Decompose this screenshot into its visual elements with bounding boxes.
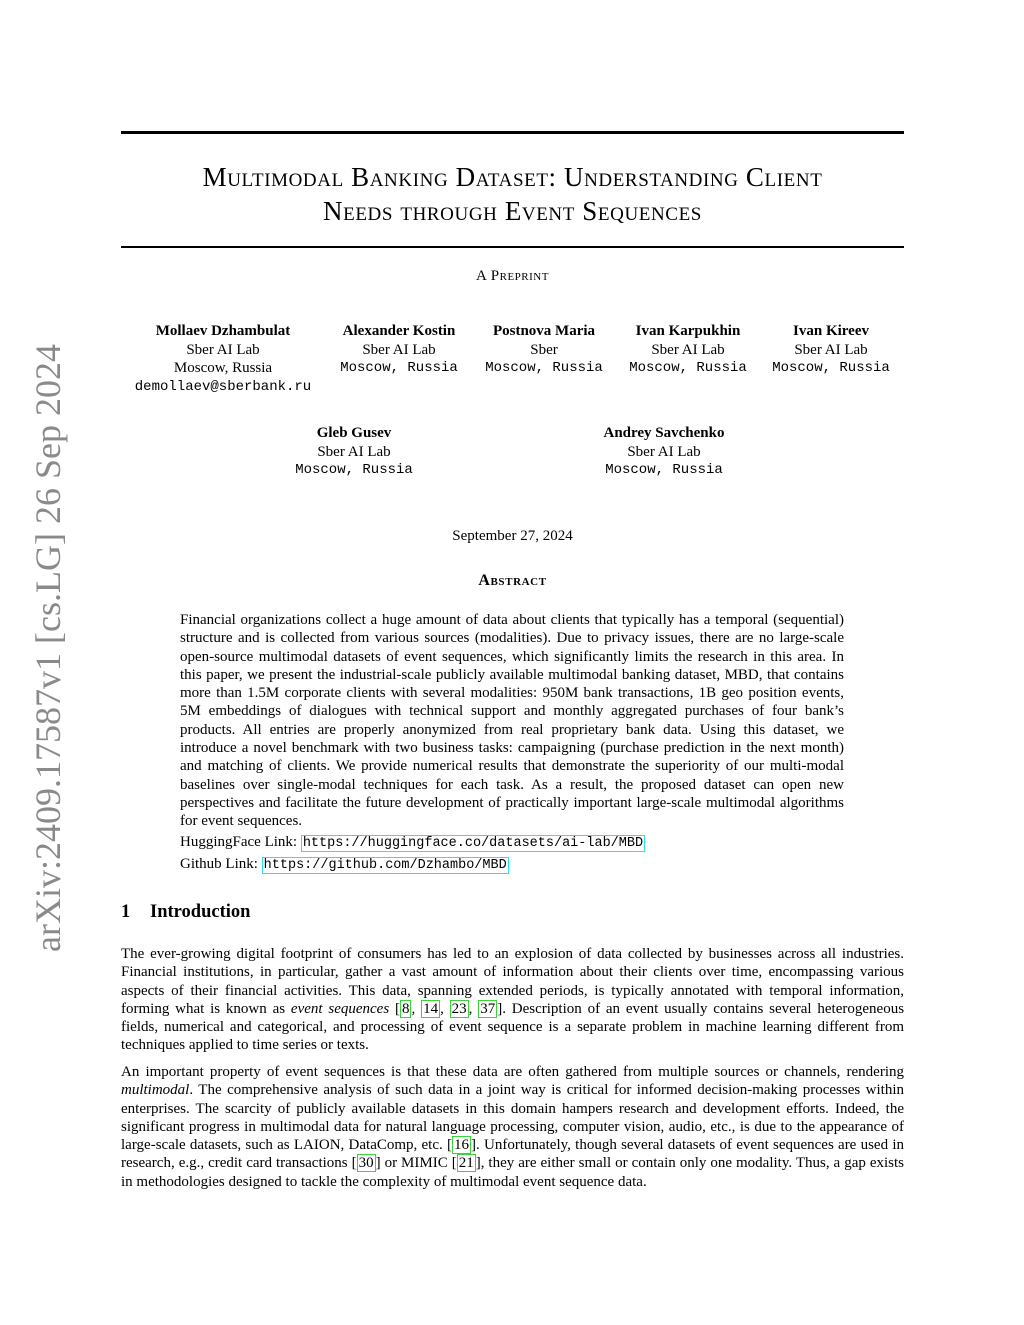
github-link-label: Github Link: (180, 856, 262, 872)
preprint-label: A Preprint (476, 268, 549, 284)
author-location: Moscow, Russia (173, 360, 273, 376)
author-affiliation: Sber AI Lab (362, 341, 436, 358)
abstract-heading: Abstract (478, 572, 547, 589)
author-location: Moscow, Russia (605, 462, 723, 478)
author-affiliation: Sber (530, 341, 558, 358)
paragraph-text: An important property of event sequences is that these data are often gathered from multiple sources or channels, rendering (121, 1064, 904, 1080)
citation-link[interactable]: 30 (358, 1155, 374, 1172)
top-rule (121, 131, 904, 134)
section-heading-introduction (121, 902, 250, 923)
citation-link[interactable]: 23 (451, 1000, 467, 1017)
citation-link[interactable]: 14 (423, 1000, 439, 1017)
intro-paragraph-2 (121, 1063, 904, 1191)
author-email[interactable]: demollaev@sberbank.ru (134, 378, 312, 395)
citation-link[interactable]: 8 (401, 1000, 410, 1017)
author-block (629, 322, 747, 378)
author-affiliation: Sber AI Lab (317, 443, 391, 460)
author-name: Gleb Gusev (316, 425, 392, 441)
author-name: Ivan Karpukhin (635, 323, 741, 339)
author-name: Mollaev Dzhambulat (155, 323, 291, 339)
citation-link[interactable]: 37 (480, 1000, 496, 1017)
abstract-text: Financial organizations collect a huge amount of data about clients that typically has a temporal (sequential) structure and is collected from various sources (modalities). Due to privacy issues, there are no large-scale open-source multimodal datasets of event sequences, which significantly limits the research in this area. In this paper, we present the industrial-scale publicly available multimodal banking dataset, MBD, that contains more than 1.5M corporate clients with several modalities: 950M bank transactions, 1B geo position events, 5M embeddings of dialogues with technical support and monthly aggregated purchases of four bank’s products. All entries are properly anonymized from real proprietary bank data. Using this dataset, we introduce a novel benchmark with two business tasks: campaigning (purchase prediction in the next month) and matching of clients. We provide numerical results that demonstrate the superiority of our multi-modal baselines over single-modal techniques for each task. As a result, the proposed dataset can open new perspectives and facilitate the future development of practically important large-scale multimodal algorithms for event sequences. (180, 612, 844, 830)
author-location: Moscow, Russia (629, 360, 747, 376)
author-location: Moscow, Russia (340, 360, 458, 376)
paragraph-text: ], they are either small or contain only one modality. Thus, a gap exists in methodologies designed to tackle the complexity of multimodal event sequence data. (121, 1155, 904, 1190)
author-name: Ivan Kireev (793, 323, 869, 339)
section-number: 1 (121, 902, 131, 922)
arxiv-identifier: arXiv:2409.17587v1 [cs.LG] 26 Sep 2024 (28, 344, 68, 952)
paragraph-text: The ever-growing digital footprint of consumers has led to an explosion of data collected by businesses across all industries. Financial institutions, in particular, gather a vast amount of information about their clients over time, encompassing various aspects of their financial activities. This data, spanning extended periods, is typically annotated with temporal information, forming what is known as (121, 946, 904, 1017)
paragraph-text: ] or MIMIC [ (375, 1155, 457, 1172)
huggingface-url[interactable]: https://huggingface.co/datasets/ai-lab/MBD (302, 836, 644, 851)
section-title: Introduction (150, 902, 251, 922)
emphasis-text: multimodal (121, 1082, 190, 1099)
title-bottom-rule (121, 246, 904, 248)
author-affiliation: Sber AI Lab (186, 341, 260, 358)
author-name: Postnova Maria (492, 323, 596, 339)
author-block (340, 322, 458, 378)
author-affiliation: Sber AI Lab (627, 443, 701, 460)
emphasis-text: event sequences (290, 1000, 390, 1017)
paper-title (121, 160, 904, 228)
author-affiliation: Sber AI Lab (794, 341, 868, 358)
huggingface-link-line (180, 834, 645, 851)
author-name: Andrey Savchenko (603, 425, 725, 441)
citation-link[interactable]: 16 (454, 1137, 469, 1154)
citation-link[interactable]: 21 (458, 1155, 474, 1172)
publication-date: September 27, 2024 (452, 528, 573, 544)
author-location: Moscow, Russia (485, 360, 603, 376)
paragraph-text: ]. Unfortunately, though several datasets of event sequences are used in research, e.g., credit card transactions [ (121, 1137, 904, 1172)
title-line-1: Multimodal Banking Dataset: Understanding Client (202, 162, 823, 192)
github-url[interactable]: https://github.com/Dzhambo/MBD (263, 858, 507, 873)
intro-paragraph-1: The ever-growing digital footprint of consumers has led to an explosion of data collected by businesses across all industries. Financial institutions, in particular, gather a vast amount of information about their clients over time, encompassing various aspects of their financial activities. This data, spanning extended periods, is typically annotated with temporal information, forming what is known as event sequences [ 8 , 14 , 23 , 37 ]. Description of an event usually contains several heterogeneous fields, numerical and categorical, and processing of event sequence is a separate problem in machine learning different from techniques applied to time series or texts. (121, 946, 905, 1054)
author-block (135, 322, 311, 396)
paragraph-text: . Description of an event usually contains several heterogeneous fields, numerical and categorical, and processing of event sequence is a separate problem in machine learning different from techniques applied to time series or texts. (121, 1000, 905, 1054)
huggingface-link-label: HuggingFace Link: (180, 834, 301, 850)
author-block (485, 322, 603, 378)
author-name: Alexander Kostin (342, 323, 456, 339)
title-line-2: Needs through Event Sequences (323, 196, 702, 226)
author-location: Moscow, Russia (295, 462, 413, 478)
author-block (772, 322, 890, 378)
author-location: Moscow, Russia (772, 360, 890, 376)
paragraph-text: . The comprehensive analysis of such data in a joint way is critical for informed decision-making processes within enterprises. The scarcity of publicly available datasets in this domain hampers research and development efforts. Indeed, the significant progress in multimodal data for natural language processing, computer vision, audio, etc., is due to the appearance of large-scale datasets, such as LAION, DataComp, etc. [ (121, 1082, 904, 1154)
author-block (295, 424, 413, 480)
author-block (604, 424, 725, 480)
author-affiliation: Sber AI Lab (651, 341, 725, 358)
github-link-line (180, 856, 509, 873)
